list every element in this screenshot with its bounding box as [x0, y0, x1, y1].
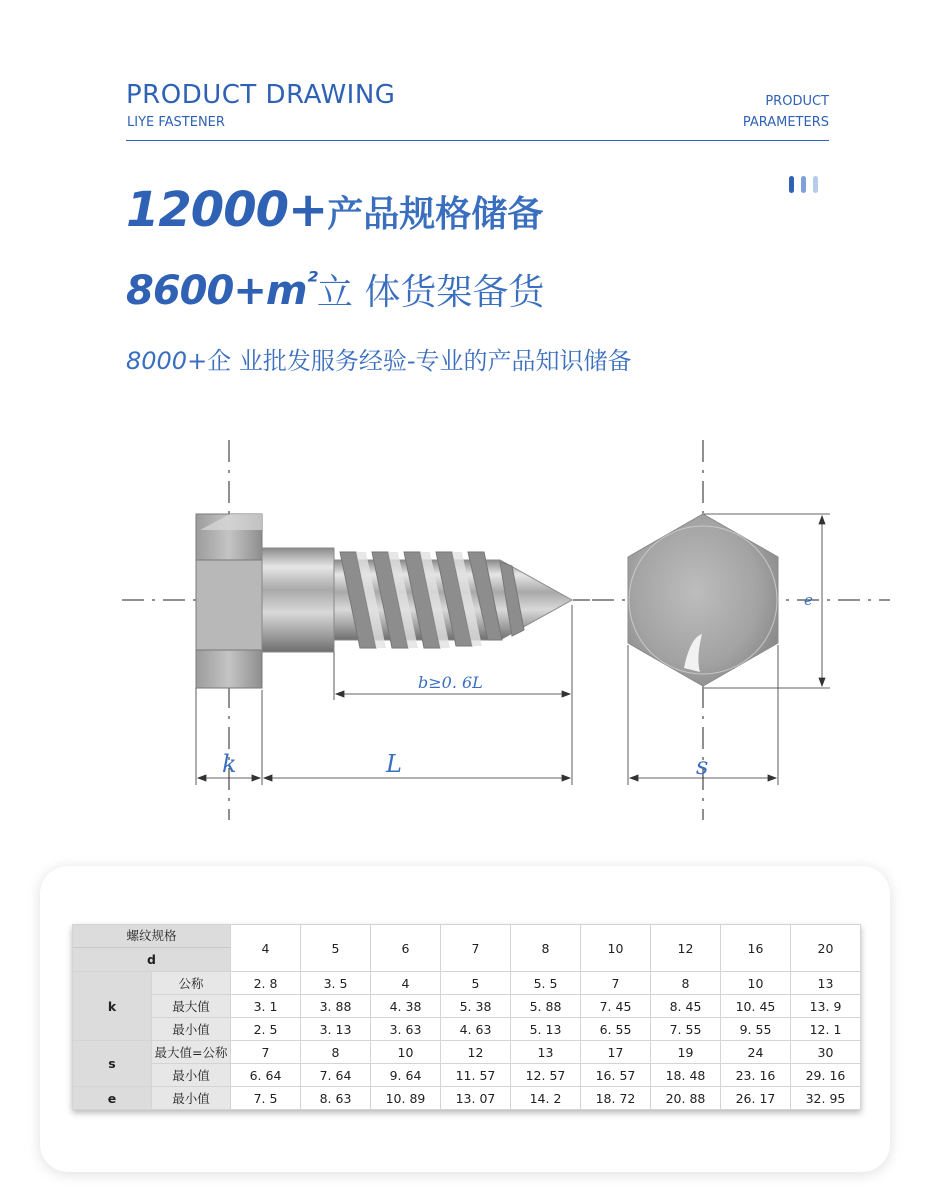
dot-2 [801, 176, 806, 193]
dot-1 [789, 176, 794, 193]
label-k: k [222, 750, 237, 778]
size-header-cell: 7 [441, 925, 511, 972]
value-cell: 3. 63 [371, 1018, 441, 1041]
value-cell: 5. 13 [511, 1018, 581, 1041]
value-cell: 10 [721, 972, 791, 995]
value-cell: 30 [791, 1041, 861, 1064]
headline-2-number: 8600+m [126, 268, 307, 314]
header-right-line1: PRODUCT [765, 94, 829, 109]
value-cell: 10. 89 [371, 1087, 441, 1110]
parameters-table [72, 924, 861, 1110]
value-cell: 7. 64 [301, 1064, 371, 1087]
size-header-cell: 4 [231, 925, 301, 972]
row-label-cell: 公称 [152, 972, 231, 995]
value-cell: 8. 63 [301, 1087, 371, 1110]
headline-1-text: 产品规格储备 [327, 194, 544, 235]
value-cell: 12. 57 [511, 1064, 581, 1087]
headline-3-number: 8000+ [126, 347, 208, 375]
size-header-cell: 6 [371, 925, 441, 972]
table-row [73, 972, 861, 995]
value-cell: 23. 16 [721, 1064, 791, 1087]
value-cell: 11. 57 [441, 1064, 511, 1087]
header-subtitle: LIYE FASTENER [127, 115, 225, 130]
screw-head-side [196, 514, 262, 688]
screw-head-top [628, 514, 778, 686]
value-cell: 4. 63 [441, 1018, 511, 1041]
value-cell: 13 [511, 1041, 581, 1064]
headline-3 [126, 341, 631, 376]
value-cell: 9. 55 [721, 1018, 791, 1041]
label-L: L [386, 750, 402, 778]
headline-1 [126, 182, 543, 238]
row-label-cell: 最小值 [152, 1087, 231, 1110]
headline-1-number: 12000+ [126, 182, 328, 238]
label-s: s [696, 752, 709, 780]
table-row [73, 1018, 861, 1041]
value-cell: 18. 48 [651, 1064, 721, 1087]
screw-threads [334, 552, 572, 648]
value-cell: 26. 17 [721, 1087, 791, 1110]
value-cell: 3. 5 [301, 972, 371, 995]
size-header-cell: 12 [651, 925, 721, 972]
value-cell: 6. 55 [581, 1018, 651, 1041]
value-cell: 5. 5 [511, 972, 581, 995]
screw-shank [262, 548, 334, 652]
value-cell: 5. 88 [511, 995, 581, 1018]
value-cell: 5 [441, 972, 511, 995]
thread-d-label: d [147, 952, 156, 967]
value-cell: 9. 64 [371, 1064, 441, 1087]
size-header-cell: 8 [511, 925, 581, 972]
label-b: b≥0. 6L [418, 673, 483, 692]
row-label-cell: 最大值 [152, 995, 231, 1018]
value-cell: 10 [371, 1041, 441, 1064]
value-cell: 5. 38 [441, 995, 511, 1018]
value-cell: 8 [301, 1041, 371, 1064]
row-label-cell: 最大值=公称 [152, 1041, 231, 1064]
table-row [73, 1064, 861, 1087]
group-label-cell: e [73, 1087, 152, 1110]
value-cell: 24 [721, 1041, 791, 1064]
value-cell: 7. 5 [231, 1087, 301, 1110]
value-cell: 13. 07 [441, 1087, 511, 1110]
header-divider [126, 140, 829, 141]
value-cell: 7. 55 [651, 1018, 721, 1041]
size-header-cell: 20 [791, 925, 861, 972]
value-cell: 7. 45 [581, 995, 651, 1018]
value-cell: 18. 72 [581, 1087, 651, 1110]
value-cell: 13 [791, 972, 861, 995]
value-cell: 8. 45 [651, 995, 721, 1018]
headline-2-text: 立 体货架备货 [316, 272, 545, 313]
value-cell: 16. 57 [581, 1064, 651, 1087]
value-cell: 7 [231, 1041, 301, 1064]
screw-technical-drawing [0, 430, 930, 830]
header-right-line2: PARAMETERS [742, 115, 829, 130]
value-cell: 2. 8 [231, 972, 301, 995]
headline-3-text: 企 业批发服务经验-专业的产品知识储备 [207, 347, 632, 375]
value-cell: 2. 5 [231, 1018, 301, 1041]
table-row [73, 995, 861, 1018]
size-header-cell: 10 [581, 925, 651, 972]
decorative-dots [789, 176, 825, 197]
thread-spec-label: 螺纹规格 [73, 925, 230, 948]
value-cell: 3. 1 [231, 995, 301, 1018]
table-row [73, 1041, 861, 1064]
value-cell: 3. 13 [301, 1018, 371, 1041]
row-label-cell: 最小值 [152, 1018, 231, 1041]
value-cell: 13. 9 [791, 995, 861, 1018]
headline-2-superscript: ² [306, 267, 317, 297]
value-cell: 29. 16 [791, 1064, 861, 1087]
value-cell: 32. 95 [791, 1087, 861, 1110]
value-cell: 19 [651, 1041, 721, 1064]
value-cell: 10. 45 [721, 995, 791, 1018]
value-cell: 12. 1 [791, 1018, 861, 1041]
table-row [73, 1087, 861, 1110]
value-cell: 3. 88 [301, 995, 371, 1018]
dot-3 [813, 176, 818, 193]
row-label-cell: 最小值 [152, 1064, 231, 1087]
value-cell: 20. 88 [651, 1087, 721, 1110]
value-cell: 4. 38 [371, 995, 441, 1018]
value-cell: 4 [371, 972, 441, 995]
value-cell: 12 [441, 1041, 511, 1064]
group-label-cell: s [73, 1041, 152, 1087]
size-header-cell: 16 [721, 925, 791, 972]
header-title: PRODUCT DRAWING [126, 80, 396, 110]
value-cell: 17 [581, 1041, 651, 1064]
table-head-cell [73, 925, 231, 972]
size-header-cell: 5 [301, 925, 371, 972]
group-label-cell: k [73, 972, 152, 1041]
headline-2 [126, 264, 544, 315]
value-cell: 7 [581, 972, 651, 995]
header-right-label [743, 91, 829, 133]
value-cell: 14. 2 [511, 1087, 581, 1110]
label-e: e [804, 591, 813, 609]
value-cell: 6. 64 [231, 1064, 301, 1087]
value-cell: 8 [651, 972, 721, 995]
